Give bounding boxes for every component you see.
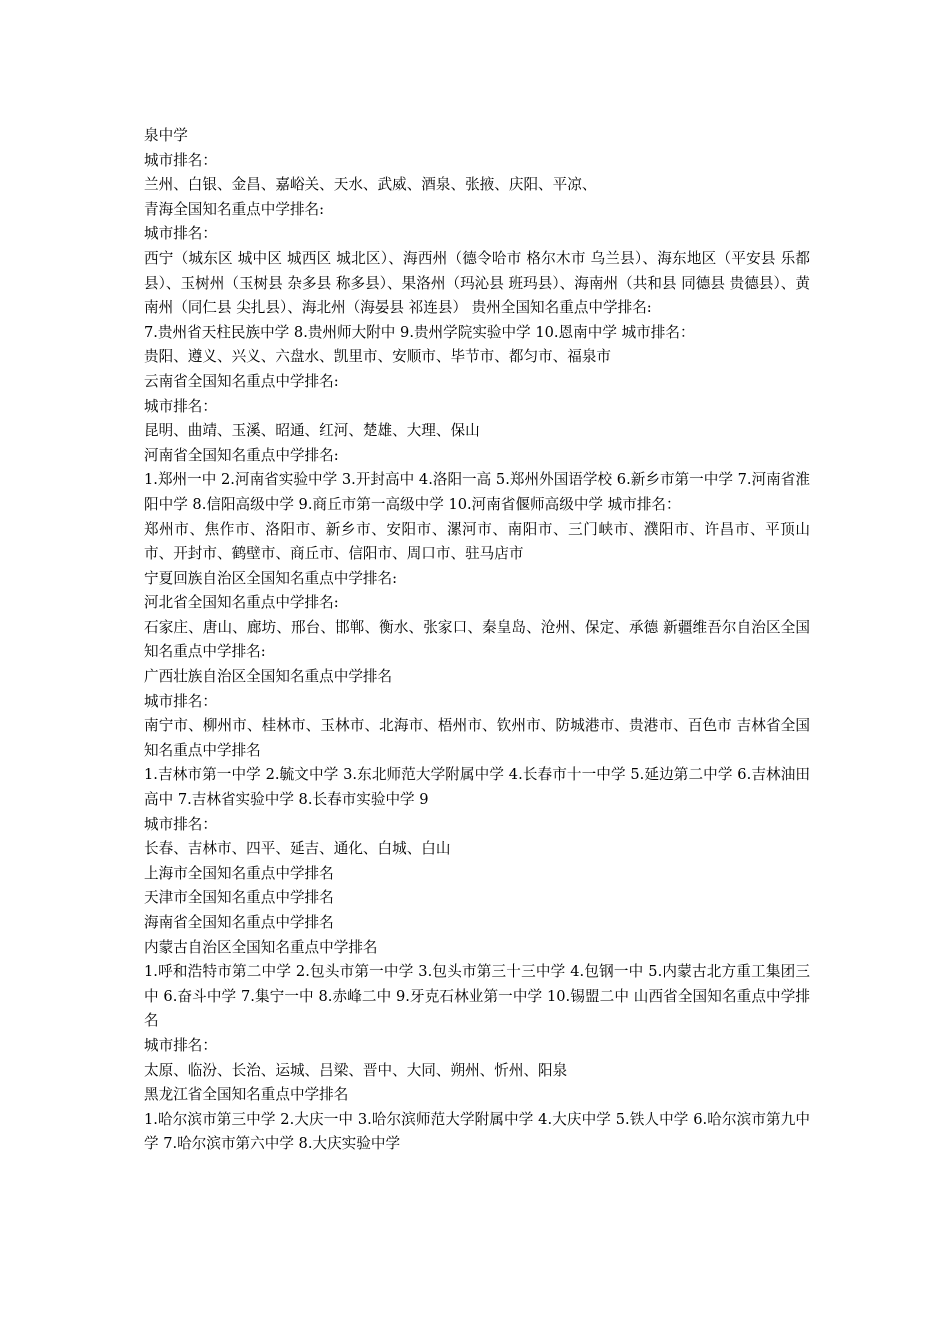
text-line: 内蒙古自治区全国知名重点中学排名 bbox=[144, 938, 378, 956]
text-line: 广西壮族自治区全国知名重点中学排名 bbox=[144, 668, 393, 686]
text-line: 昆明、曲靖、玉溪、昭通、红河、楚雄、大理、保山 bbox=[144, 422, 480, 440]
document-body bbox=[144, 124, 810, 1157]
text-line: 西宁（城东区 城中区 城西区 城北区）、海西州（德令哈市 格尔木市 乌兰县）、海东地区（平安县 乐都县）、玉树州（玉树县 杂多县 称多县）、果洛州（玛沁县 班玛县）、海南州（共和县 同德县 贵德县）、黄南州（同仁县 尖扎县）、海北州（海晏县 祁连县） 贵州全国知名重点中学排名: bbox=[144, 249, 810, 317]
text-line: 青海全国知名重点中学排名: bbox=[144, 200, 325, 218]
text-line: 郑州市、焦作市、洛阳市、新乡市、安阳市、漯河市、南阳市、三门峡市、濮阳市、许昌市、平顶山市、开封市、鹤壁市、商丘市、信阳市、周口市、驻马店市 bbox=[144, 520, 810, 563]
text-line: 天津市全国知名重点中学排名 bbox=[144, 889, 334, 907]
text-line: 城市排名： bbox=[144, 1036, 217, 1054]
text-line: 城市排名： bbox=[144, 692, 217, 710]
text-line: 宁夏回族自治区全国知名重点中学排名: bbox=[144, 569, 398, 587]
text-line: 1.吉林市第一中学 2.毓文中学 3.东北师范大学附属中学 4.长春市十一中学 5.延边第二中学 6.吉林油田高中 7.吉林省实验中学 8.长春市实验中学 9 bbox=[144, 766, 810, 809]
text-line: 南宁市、柳州市、桂林市、玉林市、北海市、梧州市、钦州市、防城港市、贵港市、百色市 吉林省全国知名重点中学排名 bbox=[144, 717, 810, 759]
text-line: 城市排名： bbox=[144, 815, 217, 833]
text-line: 长春、吉林市、四平、延吉、通化、白城、白山 bbox=[144, 840, 451, 858]
text-line: 海南省全国知名重点中学排名 bbox=[144, 914, 334, 931]
text-line: 兰州、白银、金昌、嘉峪关、天水、武威、酒泉、张掖、庆阳、平凉、 bbox=[144, 176, 597, 194]
text-line: 河南省全国知名重点中学排名: bbox=[144, 446, 339, 464]
text-line: 7.贵州省天柱民族中学 8.贵州师大附中 9.贵州学院实验中学 10.恩南中学 城市排名： bbox=[144, 323, 695, 341]
text-line: 上海市全国知名重点中学排名 bbox=[144, 864, 334, 882]
text-line: 太原、临汾、长治、运城、吕梁、晋中、大同、朔州、忻州、阳泉 bbox=[144, 1061, 568, 1079]
text-line: 城市排名： bbox=[144, 397, 217, 415]
text-line: 1.呼和浩特市第二中学 2.包头市第一中学 3.包头市第三十三中学 4.包钢一中 5.内蒙古北方重工集团三中 6.奋斗中学 7.集宁一中 8.赤峰二中 9.牙克石林业第一中学 10.锡盟二中 山西省全国知名重点中学排名 bbox=[144, 963, 810, 1030]
text-line: 黑龙江省全国知名重点中学排名 bbox=[144, 1086, 349, 1104]
text-line: 河北省全国知名重点中学排名: bbox=[144, 594, 339, 612]
text-line: 城市排名： bbox=[144, 151, 217, 169]
text-line: 城市排名： bbox=[144, 225, 217, 243]
text-line: 石家庄、唐山、廊坊、邢台、邯郸、衡水、张家口、秦皇岛、沧州、保定、承德 新疆维吾尔自治区全国知名重点中学排名: bbox=[144, 618, 810, 661]
text-line: 1.哈尔滨市第三中学 2.大庆一中 3.哈尔滨师范大学附属中学 4.大庆中学 5.铁人中学 6.哈尔滨市第九中学 7.哈尔滨市第六中学 8.大庆实验中学 bbox=[144, 1110, 810, 1153]
text-line: 1.郑州一中 2.河南省实验中学 3.开封高中 4.洛阳一高 5.郑州外国语学校 6.新乡市第一中学 7.河南省淮阳中学 8.信阳高级中学 9.商丘市第一高级中学 10.河南省偃师高级中学 城市排名： bbox=[144, 471, 810, 513]
text-line: 贵阳、遵义、兴义、六盘水、凯里市、安顺市、毕节市、都匀市、福泉市 bbox=[144, 348, 612, 366]
text-line: 泉中学 bbox=[144, 127, 188, 144]
text-line: 云南省全国知名重点中学排名: bbox=[144, 372, 339, 390]
